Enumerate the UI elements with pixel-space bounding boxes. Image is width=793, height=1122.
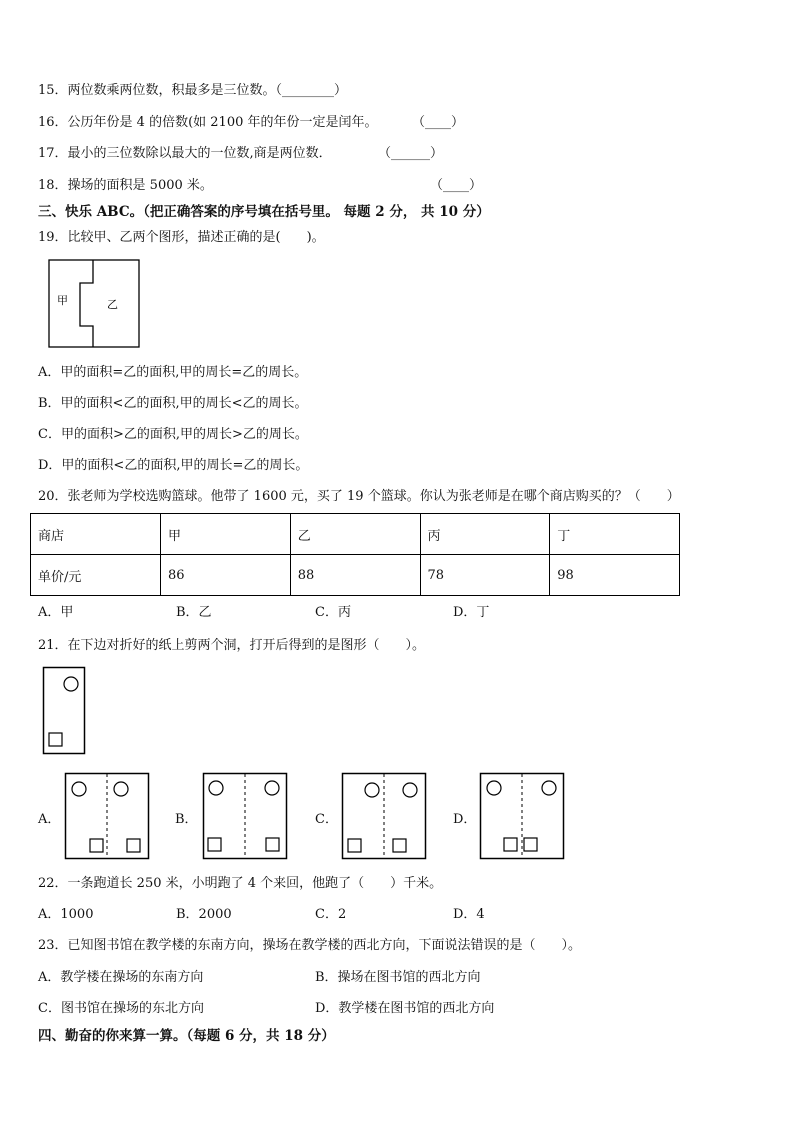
question-17-blank: （______） xyxy=(378,146,444,161)
q20-option-a: A．甲 xyxy=(38,605,74,620)
table-cell: 甲 xyxy=(161,514,291,555)
q20-option-d: D．丁 xyxy=(453,605,490,620)
table-row xyxy=(31,555,680,596)
q21-option-c-figure xyxy=(341,772,427,860)
q21-label-d: D． xyxy=(453,812,477,827)
table-cell: 丁 xyxy=(550,514,680,555)
question-20-stem: 20．张老师为学校选购篮球。他带了 1600 元，买了 19 个篮球。你认为张老师是在哪个商店购买的？（ ） xyxy=(38,489,680,504)
q22-option-a: A．1000 xyxy=(38,907,94,922)
table-cell: 78 xyxy=(420,555,550,596)
shape-yi-label: 乙 xyxy=(107,298,118,311)
q21-label-a: A． xyxy=(38,812,61,827)
question-23-stem: 23．已知图书馆在教学楼的东南方向，操场在教学楼的西北方向，下面说法错误的是（ ）。 xyxy=(38,938,582,953)
question-16-blank: （____） xyxy=(412,115,465,130)
q20-option-b: B．乙 xyxy=(176,605,212,620)
question-15: 15．两位数乘两位数，积最多是三位数。（________） xyxy=(38,83,348,98)
q23-option-a: A．教学楼在操场的东南方向 xyxy=(38,970,204,985)
q23-option-d: D．教学楼在图书馆的西北方向 xyxy=(315,1001,495,1016)
q19-option-d: D．甲的面积<乙的面积,甲的周长=乙的周长。 xyxy=(38,458,309,473)
question-21-stem: 21．在下边对折好的纸上剪两个洞，打开后得到的是图形（ ）。 xyxy=(38,638,426,653)
shape-comparison-figure xyxy=(47,258,142,350)
question-17: 17．最小的三位数除以最大的一位数,商是两位数． xyxy=(38,146,332,161)
question-18-blank: （____） xyxy=(430,178,483,193)
table-cell: 88 xyxy=(290,555,420,596)
table-cell: 商店 xyxy=(31,514,161,555)
q21-option-b-figure xyxy=(202,772,288,860)
table-cell: 乙 xyxy=(290,514,420,555)
q21-option-a-figure xyxy=(64,772,150,860)
q21-label-b: B． xyxy=(175,812,198,827)
section-3-heading: 三、快乐 ABC。（把正确答案的序号填在括号里。 每题 2 分， 共 10 分） xyxy=(38,204,490,220)
q19-option-b: B．甲的面积<乙的面积,甲的周长<乙的周长。 xyxy=(38,396,308,411)
shape-jia-label: 甲 xyxy=(57,294,68,307)
q19-option-c: C．甲的面积>乙的面积,甲的周长>乙的周长。 xyxy=(38,427,308,442)
table-cell: 86 xyxy=(161,555,291,596)
q20-option-c: C．丙 xyxy=(315,605,351,620)
table-cell: 单价/元 xyxy=(31,555,161,596)
q23-option-c: C．图书馆在操场的东北方向 xyxy=(38,1001,204,1016)
question-16: 16．公历年份是 4 的倍数(如 2100 年的年份一定是闰年。 xyxy=(38,115,378,130)
table-cell: 98 xyxy=(550,555,680,596)
price-table xyxy=(30,513,680,596)
q23-option-b: B．操场在图书馆的西北方向 xyxy=(315,970,481,985)
q21-label-c: C． xyxy=(315,812,338,827)
question-19-stem: 19．比较甲、乙两个图形，描述正确的是( )。 xyxy=(38,230,325,245)
table-cell: 丙 xyxy=(420,514,550,555)
section-4-heading: 四、勤奋的你来算一算。（每题 6 分，共 18 分） xyxy=(38,1028,335,1044)
q22-option-c: C．2 xyxy=(315,907,347,922)
q22-option-b: B．2000 xyxy=(176,907,232,922)
folded-paper-figure xyxy=(42,666,87,756)
question-18: 18．操场的面积是 5000 米。 xyxy=(38,178,213,193)
q21-option-d-figure xyxy=(479,772,565,860)
q19-option-a: A．甲的面积=乙的面积,甲的周长=乙的周长。 xyxy=(38,365,308,380)
table-row xyxy=(31,514,680,555)
question-22-stem: 22．一条跑道长 250 米，小明跑了 4 个来回，他跑了（ ）千米。 xyxy=(38,876,443,891)
q22-option-d: D．4 xyxy=(453,907,485,922)
